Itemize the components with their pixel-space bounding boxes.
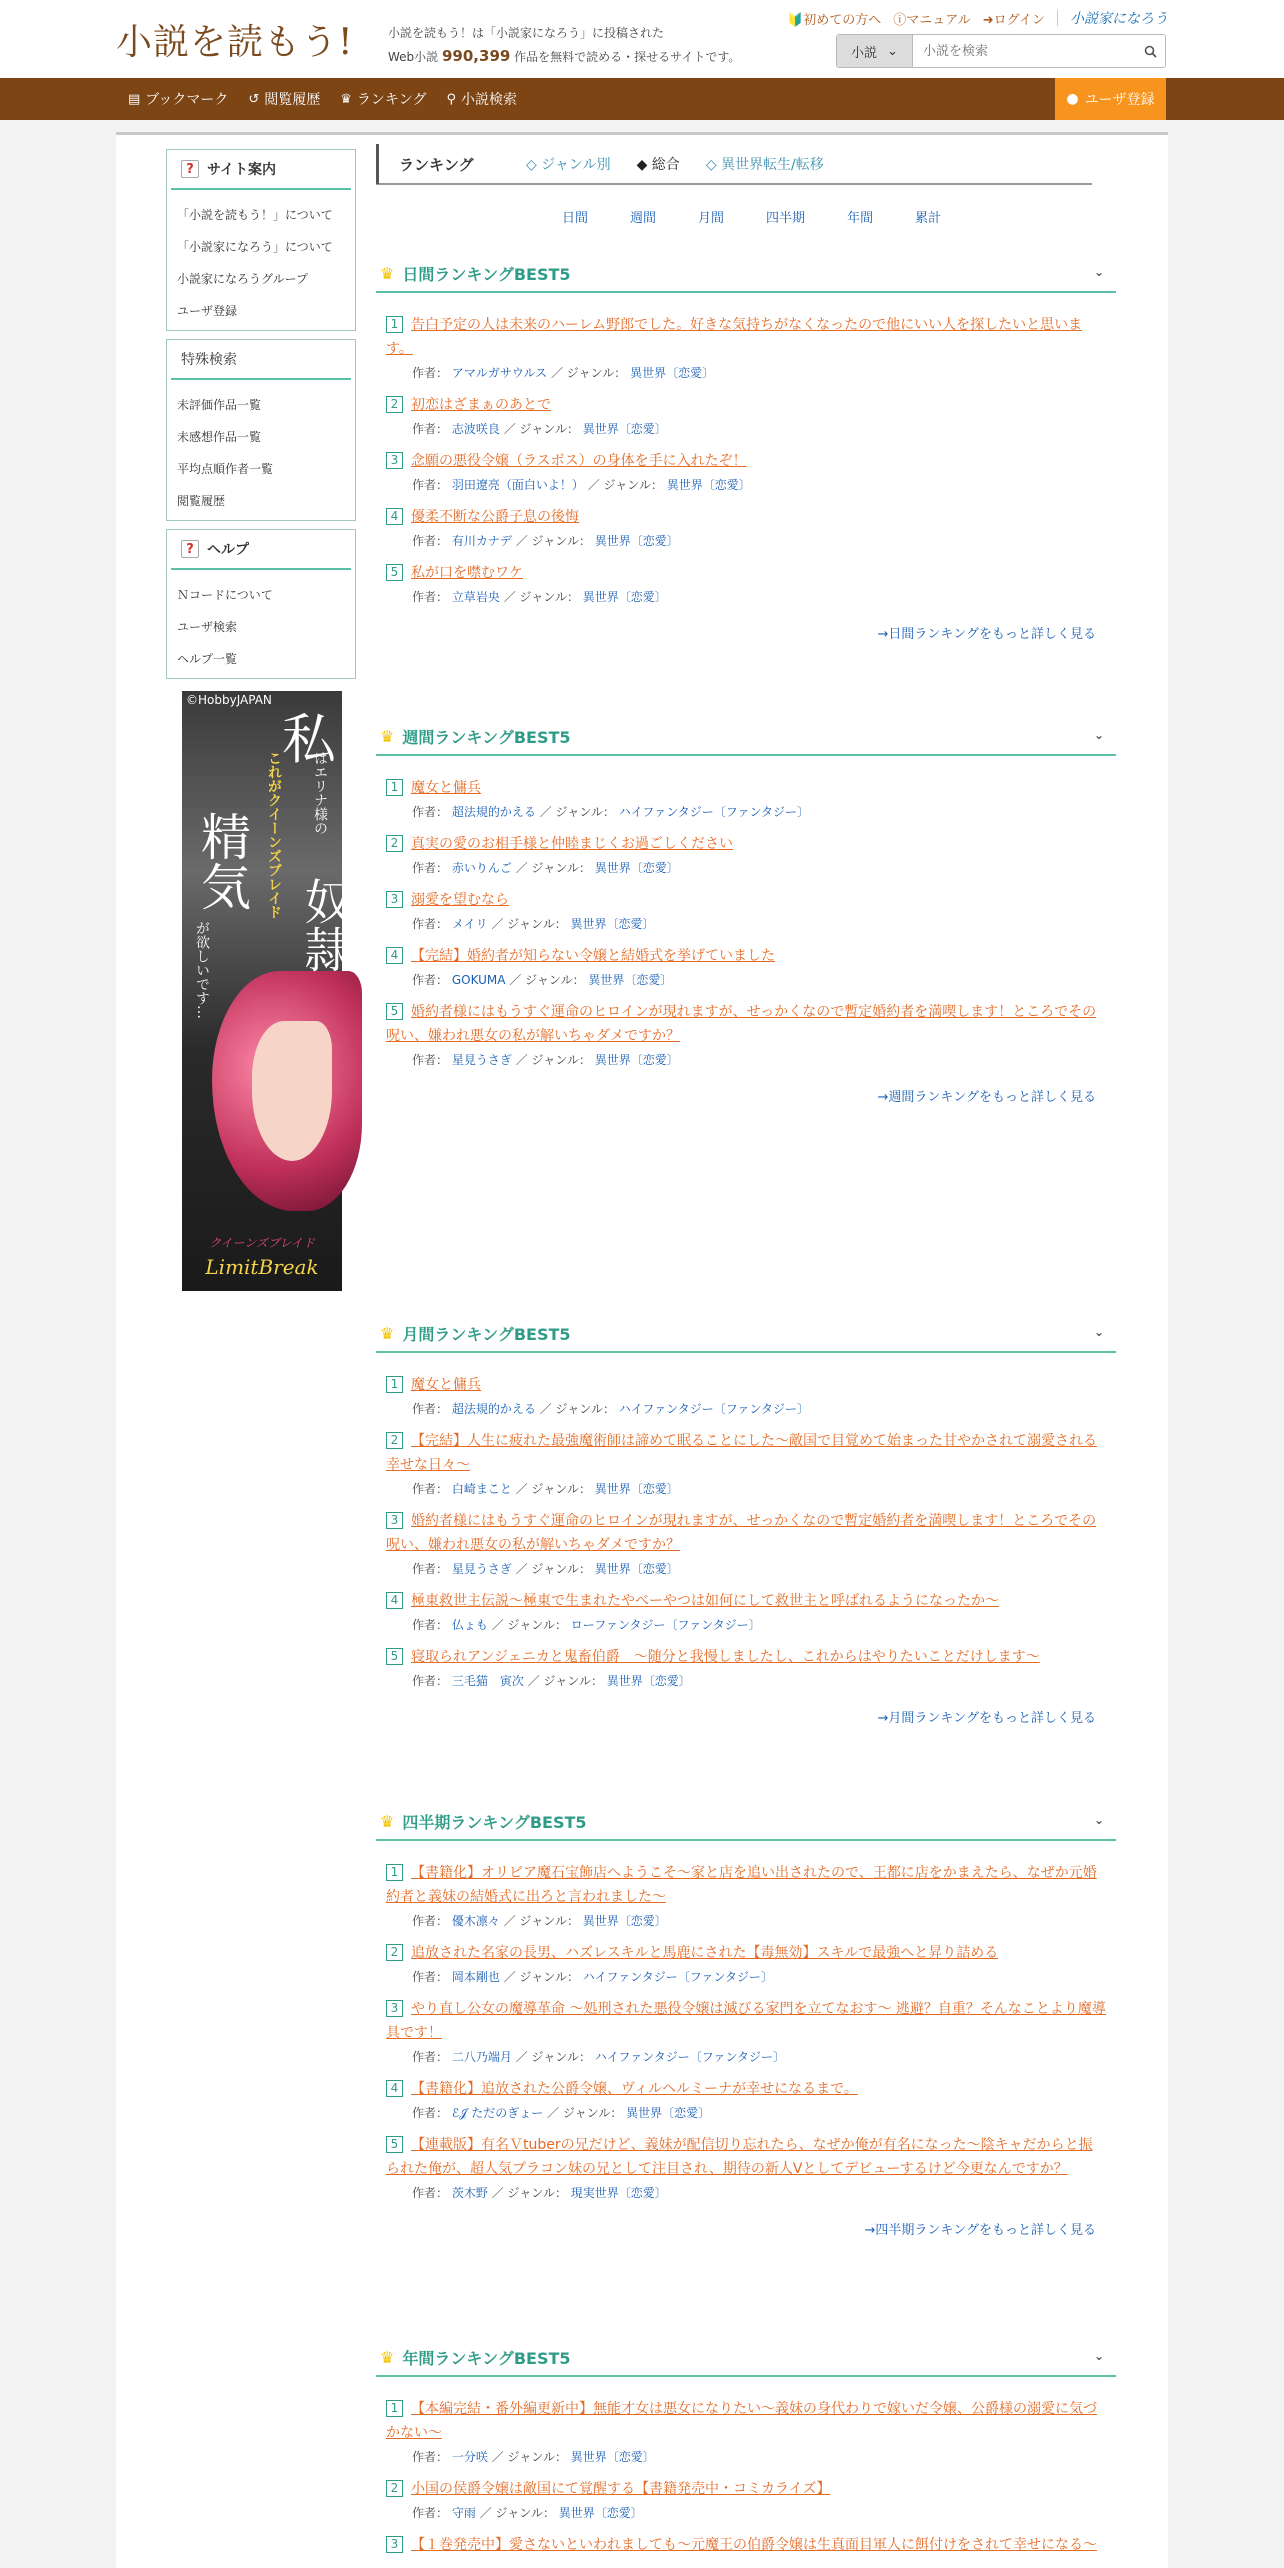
- novel-meta: [386, 1671, 1106, 1691]
- ranking-section: [376, 1315, 1116, 1726]
- novel-title-link[interactable]: 2 小国の侯爵令嬢は敵国にて覚醒する【書籍発売中・コミカライズ】: [386, 2477, 1106, 2501]
- tab-isekai[interactable]: ◇ 異世界転生/転移: [705, 157, 824, 173]
- crown-icon: ♛: [380, 726, 395, 746]
- ranking-entry: [376, 1941, 1116, 1987]
- period-monthly[interactable]: 月間: [698, 211, 725, 226]
- novel-title-link[interactable]: 1 【本編完結・番外編更新中】無能才女は悪女になりたい～義妹の身代わりで嫁いだ令嬢、公爵様の溺愛に気づかない～: [386, 2401, 1097, 2441]
- author-label: 作者：: [412, 2050, 449, 2064]
- novel-meta: [386, 2047, 1106, 2067]
- novel-meta: [386, 914, 1106, 934]
- chevron-down-icon[interactable]: ⌄: [1093, 728, 1104, 742]
- ranking-entry: [376, 888, 1116, 934]
- novel-title-link[interactable]: 5 私が口を噤むワケ: [386, 561, 1106, 585]
- top-links: [787, 8, 1168, 28]
- divider: [1057, 10, 1058, 26]
- rank-number-badge: 4: [386, 1592, 403, 1609]
- genre-link[interactable]: 異世界〔恋愛〕: [666, 478, 751, 492]
- rank-number-badge: 3: [386, 2000, 403, 2017]
- novel-title-link[interactable]: 2 【完結】人生に疲れた最強魔術師は諦めて眠ることにした〜敵国で目覚めて始まった甘やかされて溺愛される幸せな日々〜: [386, 1433, 1097, 1473]
- genre-label: ／ ジャンル：: [515, 1482, 591, 1496]
- novel-title-link[interactable]: 1 魔女と傭兵: [386, 1373, 1106, 1397]
- genre-label: ／ ジャンル：: [527, 1674, 603, 1688]
- novel-title-link[interactable]: 4 【書籍化】追放された公爵令嬢、ヴィルヘルミーナが幸せになるまで。: [386, 2077, 1106, 2101]
- ad-publisher: ©HobbyJAPAN: [186, 693, 272, 707]
- author-link[interactable]: 羽田遼亮（面白いよ！）: [451, 478, 584, 492]
- sidebar-special-search-title: 特殊検索: [171, 340, 351, 380]
- ranking-entry: [376, 505, 1116, 551]
- tagline-line1: 小説を読もう！は「小説家になろう」に投稿された: [388, 26, 665, 40]
- ranking-section: [376, 718, 1116, 1105]
- manual-link[interactable]: ⓘマニュアル: [893, 12, 971, 28]
- novel-meta: [386, 1399, 1106, 1419]
- genre-link[interactable]: 異世界〔恋愛〕: [626, 2106, 711, 2120]
- sidebar-help: [166, 529, 356, 679]
- rank-number-badge: 5: [386, 1003, 403, 1020]
- author-label: 作者：: [412, 2506, 449, 2520]
- author-label: 作者：: [412, 422, 449, 436]
- author-label: 作者：: [412, 805, 449, 819]
- novel-meta: [386, 858, 1106, 878]
- genre-label: ／ ジャンル：: [587, 478, 663, 492]
- genre-label: ／ ジャンル：: [539, 1402, 615, 1416]
- novel-meta: [386, 802, 1106, 822]
- ranking-tabs: [376, 145, 1092, 185]
- genre-link[interactable]: ハイファンタジー〔ファンタジー〕: [618, 1402, 809, 1416]
- genre-link[interactable]: 異世界〔恋愛〕: [606, 1674, 691, 1688]
- period-cumulative[interactable]: 累計: [915, 211, 942, 226]
- rank-number-badge: 5: [386, 1648, 403, 1665]
- author-link[interactable]: GOKUMA: [451, 973, 506, 987]
- sidebar-item-average-authors[interactable]: 平均点順作者一覧: [177, 461, 274, 476]
- section-title: 四半期ランキングBEST5: [402, 1812, 587, 1832]
- novel-meta: [386, 1967, 1106, 1987]
- more-ranking-link[interactable]: →月間ランキングをもっと詳しく見る: [877, 1711, 1096, 1726]
- search-submit-button[interactable]: [1135, 35, 1165, 67]
- genre-label: ／ ジャンル：: [491, 917, 567, 931]
- author-label: 作者：: [412, 1914, 449, 1928]
- author-link[interactable]: 星見うさぎ: [451, 1562, 512, 1576]
- genre-link[interactable]: ハイファンタジー〔ファンタジー〕: [582, 1970, 773, 1984]
- ranking-entry: [376, 1997, 1116, 2067]
- author-label: 作者：: [412, 917, 449, 931]
- rank-number-badge: 1: [386, 779, 403, 796]
- ranking-entry: [376, 1429, 1116, 1499]
- question-icon: ?: [181, 540, 199, 558]
- ranking-entry: [376, 2477, 1116, 2523]
- nav-history[interactable]: ↺ 閲覧履歴: [248, 91, 321, 108]
- ranking-section: [376, 255, 1116, 642]
- author-link[interactable]: 二八乃端月: [451, 2050, 512, 2064]
- novel-title-link[interactable]: 3 溺愛を望むなら: [386, 888, 1106, 912]
- register-button[interactable]: ● ユーザ登録: [1055, 78, 1166, 120]
- sidebar-site-info: [166, 149, 356, 331]
- rank-number-badge: 4: [386, 947, 403, 964]
- genre-link[interactable]: 異世界〔恋愛〕: [582, 590, 667, 604]
- site-header: [0, 0, 1284, 78]
- nav-ranking[interactable]: ♛ ランキング: [340, 91, 427, 108]
- period-weekly[interactable]: 週間: [630, 211, 657, 226]
- genre-link[interactable]: 異世界〔恋愛〕: [594, 1482, 679, 1496]
- advertisement-banner[interactable]: [182, 691, 352, 1291]
- rank-number-badge: 2: [386, 1432, 403, 1449]
- section-header[interactable]: [376, 718, 1116, 756]
- author-label: 作者：: [412, 2106, 449, 2120]
- genre-label: ／ ジャンル：: [479, 2506, 555, 2520]
- genre-link[interactable]: ハイファンタジー〔ファンタジー〕: [618, 805, 809, 819]
- rank-number-badge: 5: [386, 2136, 403, 2153]
- author-link[interactable]: 星見うさぎ: [451, 1053, 512, 1067]
- crown-icon: ♛: [380, 1811, 395, 1831]
- author-label: 作者：: [412, 1618, 449, 1632]
- beginner-icon: 🔰: [787, 12, 804, 28]
- ranking-entry: [376, 1509, 1116, 1579]
- ad-text-fever: 精気: [193, 811, 251, 911]
- genre-label: ／ ジャンル：: [491, 2186, 567, 2200]
- sidebar-item-ncode[interactable]: Ｎコードについて: [177, 587, 273, 602]
- genre-link[interactable]: 異世界〔恋愛〕: [594, 534, 679, 548]
- search-category-select[interactable]: 小説 ⌄: [837, 35, 913, 67]
- tagline: [388, 22, 740, 69]
- author-label: 作者：: [412, 1053, 449, 1067]
- genre-label: ／ ジャンル：: [515, 1562, 591, 1576]
- ranking-entry: [376, 2533, 1116, 2557]
- genre-link[interactable]: 現実世界〔恋愛〕: [570, 2186, 667, 2200]
- crown-icon: ♛: [340, 91, 352, 107]
- author-link[interactable]: メイリ: [451, 917, 488, 931]
- period-quarterly[interactable]: 四半期: [766, 211, 806, 226]
- sidebar-item-naro-group[interactable]: 小説家になろうグループ: [177, 271, 309, 286]
- genre-label: ／ ジャンル：: [503, 1914, 579, 1928]
- section-title: 日間ランキングBEST5: [402, 264, 571, 284]
- question-icon: ⓘ: [893, 12, 907, 28]
- ad-text-catch: これがクイーンズブレイド: [266, 751, 282, 919]
- sidebar-item-about-yomou[interactable]: 「小説を読もう！」について: [177, 207, 333, 222]
- rank-number-badge: 2: [386, 2480, 403, 2497]
- site-logo[interactable]: 小説を読もう!: [116, 22, 354, 63]
- genre-link[interactable]: ローファンタジー〔ファンタジー〕: [570, 1618, 761, 1632]
- novel-meta: [386, 2447, 1106, 2467]
- rank-number-badge: 5: [386, 564, 403, 581]
- search-icon: ⚲: [446, 91, 457, 107]
- chevron-down-icon[interactable]: ⌄: [1093, 2349, 1104, 2363]
- genre-link[interactable]: 異世界〔恋愛〕: [582, 422, 667, 436]
- novel-meta: [386, 587, 1106, 607]
- genre-label: ／ ジャンル：: [515, 861, 591, 875]
- rank-number-badge: 1: [386, 2400, 403, 2417]
- rank-number-badge: 2: [386, 396, 403, 413]
- sidebar-site-info-title: ? サイト案内: [171, 150, 351, 190]
- login-icon: ➜: [982, 12, 994, 28]
- ad-text-slave: 奴隷: [296, 877, 352, 973]
- novel-count: 990,399: [442, 47, 511, 65]
- rank-number-badge: 1: [386, 1864, 403, 1881]
- novel-meta: [386, 1050, 1106, 1070]
- content-container: [116, 132, 1168, 2568]
- genre-label: ／ ジャンル：: [503, 590, 579, 604]
- crown-icon: ♛: [380, 1323, 395, 1343]
- genre-label: ／ ジャンル：: [509, 973, 585, 987]
- sidebar-item-no-review[interactable]: 未感想作品一覧: [177, 429, 262, 444]
- novel-title-link[interactable]: 3 婚約者様にはもうすぐ運命のヒロインが現れますが、せっかくなので暫定婚約者を満喫します！ところでその呪い、嫌われ悪女の私が解いちゃダメですか？: [386, 1513, 1097, 1553]
- genre-label: ／ ジャンル：: [547, 2106, 623, 2120]
- tagline-line2: [388, 45, 740, 69]
- novel-meta: [386, 419, 1106, 439]
- chevron-down-icon[interactable]: ⌄: [1093, 1325, 1104, 1339]
- novel-title-link[interactable]: 4 【完結】婚約者が知らない令嬢と結婚式を挙げていました: [386, 944, 1106, 968]
- author-link[interactable]: 志波咲良: [451, 422, 500, 436]
- ranking-entry: [376, 561, 1116, 607]
- ranking-entry: [376, 832, 1116, 878]
- author-link[interactable]: 優木凛々: [451, 1914, 500, 1928]
- rank-number-badge: 1: [386, 316, 403, 333]
- ad-text-main: 私: [282, 708, 336, 771]
- ad-character-face: [252, 1021, 332, 1161]
- section-header[interactable]: [376, 1315, 1116, 1353]
- author-link[interactable]: 有川カナデ: [451, 534, 512, 548]
- genre-link[interactable]: 異世界〔恋愛〕: [570, 917, 655, 931]
- section-header[interactable]: [376, 1803, 1116, 1841]
- author-label: 作者：: [412, 2186, 449, 2200]
- sidebar-item-help-list[interactable]: ヘルプ一覧: [177, 651, 238, 666]
- ranking-entry: [376, 1861, 1116, 1931]
- novel-meta: [386, 970, 1106, 990]
- sidebar-item-user-search[interactable]: ユーザ検索: [177, 619, 238, 634]
- more-ranking-link[interactable]: →四半期ランキングをもっと詳しく見る: [864, 2223, 1096, 2238]
- novel-title-link[interactable]: 5 婚約者様にはもうすぐ運命のヒロインが現れますが、せっかくなので暫定婚約者を満喫します！ところでその呪い、嫌われ悪女の私が解いちゃダメですか？: [386, 1004, 1097, 1044]
- ranking-entry: [376, 2397, 1116, 2467]
- author-link[interactable]: 仏ょも: [451, 1618, 488, 1632]
- first-time-link[interactable]: 🔰初めての方へ: [787, 12, 882, 28]
- novel-title-link[interactable]: 1 【書籍化】オリビア魔石宝飾店へようこそ～家と店を追い出されたので、王都に店をかまえたら、なぜか元婚約者と義妹の結婚式に出ろと言われました～: [386, 1865, 1097, 1905]
- author-label: 作者：: [412, 366, 449, 380]
- naro-logo-link[interactable]: 小説家になろう: [1070, 11, 1168, 27]
- novel-meta: [386, 2503, 1106, 2523]
- genre-link[interactable]: ハイファンタジー〔ファンタジー〕: [594, 2050, 785, 2064]
- novel-meta: [386, 475, 1106, 495]
- crown-icon: ♛: [380, 263, 395, 283]
- more-ranking-link[interactable]: →週間ランキングをもっと詳しく見る: [877, 1090, 1096, 1105]
- author-link[interactable]: 超法規的かえる: [451, 805, 536, 819]
- tab-overall[interactable]: ◆ 総合: [636, 157, 680, 173]
- author-link[interactable]: 立草岩央: [451, 590, 500, 604]
- ad-text-tail: が欲しいです…: [194, 921, 210, 1019]
- ranking-entry: [376, 2133, 1116, 2203]
- novel-meta: [386, 363, 1106, 383]
- crown-icon: ♛: [380, 2347, 395, 2367]
- section-title: 週間ランキングBEST5: [402, 727, 571, 747]
- novel-title-link[interactable]: 1 告白予定の人は未来のハーレム野郎でした。好きな気持ちがなくなったので他にいい人を探したいと思います。: [386, 317, 1083, 357]
- ranking-entry: [376, 1645, 1116, 1691]
- novel-meta: [386, 1911, 1106, 1931]
- author-link[interactable]: アマルガサウルス: [451, 366, 548, 380]
- genre-label: ／ ジャンル：: [539, 805, 615, 819]
- author-label: 作者：: [412, 1562, 449, 1576]
- novel-title-link[interactable]: 3 【１巻発売中】愛さないといわれましても～元魔王の伯爵令嬢は生真面目軍人に餌付けをされて幸せになる～: [386, 2533, 1106, 2557]
- author-link[interactable]: 岡本剛也: [451, 1970, 500, 1984]
- author-label: 作者：: [412, 973, 449, 987]
- more-ranking-link[interactable]: →日間ランキングをもっと詳しく見る: [877, 627, 1096, 642]
- tagline-suffix: 作品を無料で読める・探せるサイトです。: [514, 50, 741, 64]
- ranking-section: [376, 1803, 1116, 2238]
- novel-title-link[interactable]: 2 追放された名家の長男、ハズレスキルと馬鹿にされた【毒無効】スキルで最強へと昇り詰める: [386, 1941, 1106, 1965]
- author-link[interactable]: ℰ𝒥 ただのぎょー: [451, 2106, 544, 2120]
- novel-meta: [386, 1559, 1106, 1579]
- rank-number-badge: 2: [386, 835, 403, 852]
- genre-label: ／ ジャンル：: [503, 422, 579, 436]
- novel-title-link[interactable]: 5 【連載版】有名Ｖtuberの兄だけど、義妹が配信切り忘れたら、なぜか俺が有名になった～陰キャだからと振られた俺が、超人気ブラコン妹の兄として注目され、期待の新人Vとしてデビューするけど今更なんですか？: [386, 2137, 1093, 2177]
- novel-title-link[interactable]: 5 寝取られアンジェニカと鬼畜伯爵 ～随分と我慢しましたし、これからはやりたいことだけします～: [386, 1645, 1106, 1669]
- genre-link[interactable]: 異世界〔恋愛〕: [630, 366, 715, 380]
- bookmark-icon: ▤: [128, 91, 141, 107]
- period-links: [562, 207, 941, 226]
- genre-label: ／ ジャンル：: [515, 534, 591, 548]
- author-label: 作者：: [412, 1402, 449, 1416]
- genre-label: ／ ジャンル：: [503, 1970, 579, 1984]
- ranking-entry: [376, 2077, 1116, 2123]
- section-title: 年間ランキングBEST5: [402, 2348, 571, 2368]
- author-label: 作者：: [412, 2450, 449, 2464]
- genre-link[interactable]: 異世界〔恋愛〕: [558, 2506, 643, 2520]
- author-label: 作者：: [412, 1970, 449, 1984]
- ranking-entry: [376, 776, 1116, 822]
- rank-number-badge: 2: [386, 1944, 403, 1961]
- author-link[interactable]: 茨木野: [451, 2186, 488, 2200]
- rank-number-badge: 3: [386, 2536, 403, 2553]
- novel-title-link[interactable]: 4 優柔不断な公爵子息の後悔: [386, 505, 1106, 529]
- section-title: 月間ランキングBEST5: [402, 1324, 571, 1344]
- sidebar-item-register[interactable]: ユーザ登録: [177, 303, 238, 318]
- genre-link[interactable]: 異世界〔恋愛〕: [594, 1562, 679, 1576]
- tagline-prefix: Web小説: [388, 50, 439, 64]
- period-daily[interactable]: 日間: [562, 211, 589, 226]
- author-link[interactable]: 白崎まこと: [451, 1482, 512, 1496]
- chevron-down-icon: ⌄: [887, 43, 898, 59]
- sidebar-help-title: ? ヘルプ: [171, 530, 351, 570]
- rank-number-badge: 3: [386, 891, 403, 908]
- novel-meta: [386, 2183, 1106, 2203]
- genre-link[interactable]: 異世界〔恋愛〕: [594, 861, 679, 875]
- author-label: 作者：: [412, 478, 449, 492]
- author-label: 作者：: [412, 1482, 449, 1496]
- rank-number-badge: 3: [386, 1512, 403, 1529]
- user-icon: ●: [1066, 91, 1079, 107]
- author-link[interactable]: 守雨: [451, 2506, 476, 2520]
- author-label: 作者：: [412, 861, 449, 875]
- sidebar-special-search: [166, 339, 356, 521]
- rank-number-badge: 4: [386, 508, 403, 525]
- chevron-down-icon[interactable]: ⌄: [1093, 1813, 1104, 1827]
- genre-label: ／ ジャンル：: [515, 2050, 591, 2064]
- novel-meta: [386, 2103, 1106, 2123]
- section-header[interactable]: [376, 255, 1116, 293]
- genre-link[interactable]: 異世界〔恋愛〕: [588, 973, 673, 987]
- novel-title-link[interactable]: 4 極東救世主伝説～極東で生まれたやべーやつは如何にして救世主と呼ばれるようになったか～: [386, 1589, 1106, 1613]
- login-link[interactable]: ➜ログイン: [982, 12, 1045, 28]
- ranking-heading: ランキング: [376, 144, 526, 184]
- rank-number-badge: 3: [386, 452, 403, 469]
- section-header[interactable]: [376, 2339, 1116, 2377]
- author-label: 作者：: [412, 590, 449, 604]
- author-link[interactable]: 超法規的かえる: [451, 1402, 536, 1416]
- search-icon: [1144, 45, 1157, 58]
- novel-title-link[interactable]: 2 初恋はざまぁのあとで: [386, 393, 1106, 417]
- ranking-entry: [376, 1000, 1116, 1070]
- sidebar-item-about-naro[interactable]: 「小説家になろう」について: [177, 239, 333, 254]
- rank-number-badge: 1: [386, 1376, 403, 1393]
- ad-brand-logo: クイーンズブレイド LimitBreak: [205, 1236, 319, 1279]
- author-label: 作者：: [412, 534, 449, 548]
- ranking-entry: [376, 1373, 1116, 1419]
- history-icon: ↺: [248, 91, 260, 107]
- search-box: [836, 34, 1166, 68]
- author-link[interactable]: 三毛猫 寅次: [451, 1674, 524, 1688]
- ranking-section: [376, 2339, 1116, 2557]
- author-link[interactable]: 赤いりんご: [451, 861, 512, 875]
- chevron-down-icon[interactable]: ⌄: [1093, 265, 1104, 279]
- ad-text-vertical: はエリナ様の: [312, 751, 328, 835]
- novel-title-link[interactable]: 2 真実の愛のお相手様と仲睦まじくお過ごしください: [386, 832, 1106, 856]
- genre-link[interactable]: 異世界〔恋愛〕: [594, 1053, 679, 1067]
- novel-meta: [386, 1615, 1106, 1635]
- genre-label: ／ ジャンル：: [515, 1053, 591, 1067]
- ranking-entry: [376, 449, 1116, 495]
- genre-label: ／ ジャンル：: [491, 2450, 567, 2464]
- novel-title-link[interactable]: 3 念願の悪役令嬢（ラスボス）の身体を手に入れたぞ！: [386, 449, 1106, 473]
- sidebar-item-history[interactable]: 閲覧履歴: [177, 493, 226, 508]
- search-input[interactable]: [913, 35, 1135, 67]
- genre-label: ／ ジャンル：: [491, 1618, 567, 1632]
- genre-link[interactable]: 異世界〔恋愛〕: [570, 2450, 655, 2464]
- author-link[interactable]: 一分咲: [451, 2450, 488, 2464]
- novel-title-link[interactable]: 1 魔女と傭兵: [386, 776, 1106, 800]
- ranking-entry: [376, 313, 1116, 383]
- nav-bookmark[interactable]: ▤ ブックマーク: [128, 91, 229, 108]
- sidebar-item-unrated[interactable]: 未評価作品一覧: [177, 397, 262, 412]
- novel-meta: [386, 531, 1106, 551]
- novel-meta: [386, 1479, 1106, 1499]
- period-yearly[interactable]: 年間: [847, 211, 874, 226]
- genre-label: ／ ジャンル：: [550, 366, 627, 380]
- question-icon: ?: [181, 160, 199, 178]
- genre-link[interactable]: 異世界〔恋愛〕: [582, 1914, 667, 1928]
- novel-title-link[interactable]: 3 やり直し公女の魔導革命 〜処刑された悪役令嬢は滅びる家門を立てなおす〜 逃避？自重？そんなことより魔導具です！: [386, 2001, 1106, 2041]
- tab-genre[interactable]: ◇ ジャンル別: [526, 157, 611, 173]
- rank-number-badge: 4: [386, 2080, 403, 2097]
- ranking-entry: [376, 944, 1116, 990]
- author-label: 作者：: [412, 1674, 449, 1688]
- ranking-entry: [376, 1589, 1116, 1635]
- nav-search[interactable]: ⚲ 小説検索: [446, 91, 518, 108]
- ranking-entry: [376, 393, 1116, 439]
